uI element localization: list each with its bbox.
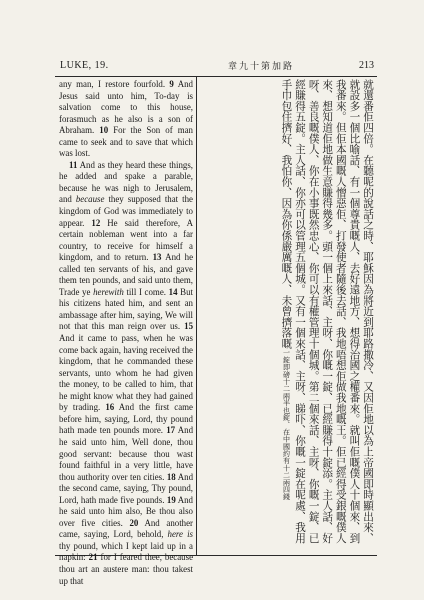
verse-number: 18 — [166, 471, 176, 482]
english-paragraph-1 — [59, 79, 193, 160]
verse-number: 17 — [166, 425, 176, 436]
verse-number: 13 — [152, 252, 162, 263]
verse-number: 21 — [88, 552, 98, 563]
text-run: thy pound, which I kept laid up in a napkin: — [59, 540, 193, 563]
text-run: And another came, saying, Lord, behold, — [59, 517, 193, 540]
header-rule — [55, 76, 377, 77]
text-run: And he said unto him also, Be thou also over five cities. — [59, 494, 193, 528]
english-text-column — [59, 79, 193, 587]
chinese-note: 一錠即磅十二兩半也 — [282, 349, 291, 414]
text-run: And he said unto him, Well done, thou good servant: because thou wast found faithful in a very little, have thou authority over ten cities. — [59, 425, 194, 482]
verse-number: 11 — [69, 159, 78, 170]
chinese-text-column — [200, 79, 374, 551]
chinese-text-line: 在聽呢的說話之時、耶穌因為將近到耶路撒冷、又因佢地以為上帝國即時顯出來、就設多一個比喻話、有一個尊貴嘅 — [348, 79, 374, 544]
verse-number: 20 — [129, 517, 139, 528]
chinese-gloss: 錠、在中國約有十二兩四錢 — [282, 413, 291, 501]
italic-text: herewith — [93, 286, 124, 297]
chinese-text-line: 人、去好遠地方、想得治國之權番來。就叫佢嘅僕人十個來、 — [348, 241, 361, 533]
english-paragraph-2 — [59, 160, 193, 587]
column-divider — [196, 76, 197, 555]
verse-number: 14 — [168, 286, 178, 297]
italic-text: because — [75, 194, 105, 205]
text-run: And it came to pass, when he was come back again, having received the kingdom, that he commanded these servants, unto whom he had given the money, to be called to him, that he might know what they had gained by trading. — [59, 333, 193, 413]
verse-number: 19 — [166, 494, 176, 505]
page-number: 213 — [359, 60, 374, 71]
chinese-text-line: 既然忠心、你可以有權管理十個城。第二個來話、主呀、你嘅一錠、已經賺得五錠。主人話、你亦可以管理五個城。又有 — [294, 79, 320, 544]
text-run: for I feared thee, because thou art an austere man: thou takest up that — [59, 552, 194, 586]
verse-number: 15 — [184, 321, 193, 332]
page-header — [52, 60, 372, 74]
text-run: For the Son of man came to seek and to save that which was lost. — [59, 125, 193, 159]
chinese-text-line: 受銀嘅僕人來、想知道佢地做生意賺得幾多。頭一個上來話、主呀、你嘅一錠、已經賺得十錠添。主人話、好呀、善良嘅僕人、你在小事 — [307, 79, 347, 544]
chinese-text-line: 一個來話、主呀、睇吓、你嘅一錠在呢處、我用手巾包住擠好、我怕你、因為你係嚴厲嘅人、未曾擠落嘅 — [280, 79, 307, 544]
text-run: And Jesus said unto him, To-day is salvation come to this house, forasmuch as he also is a son of Abraham. — [59, 79, 193, 136]
italic-text: here is — [167, 529, 193, 540]
text-run: And as they heard these things, he added and spake a parable, because he was nigh to Jerusalem, and — [59, 159, 193, 205]
text-run: And the second came, saying, Thy pound, Lord, hath made five pounds. — [59, 471, 194, 505]
text-run: He said therefore, A certain nobleman went into a far country, to receive for himself a kingdom, and to return. — [59, 217, 193, 263]
text-run: And he called ten servants of his, and gave them ten pounds, and said unto them, Trade ye — [59, 252, 194, 297]
verse-number: 9 — [169, 79, 174, 89]
verse-number: 10 — [99, 125, 109, 136]
text-run: And the first came before him, saying, Lord, thy pound hath made ten pounds more. — [59, 402, 193, 436]
chinese-chapter-title: 章九十第加路 — [228, 62, 295, 72]
chinese-text-line: 到我番來。但佢本國嘅人憎惡佢、打發使者隨後去話、我地唔想佢做我地嘅王。佢已經得 — [334, 79, 361, 544]
verse-number: 12 — [91, 217, 101, 228]
text-run: any man, I restore fourfold. — [59, 79, 170, 89]
verse-number: 16 — [105, 402, 115, 413]
text-run: they supposed that the kingdom of God was immediately to appear. — [59, 194, 193, 228]
text-run: But his citizens hated him, and sent an ambassage after him, saying, We will not that this man reign over us. — [59, 286, 194, 332]
book-chapter-label: LUKE, 19. — [60, 60, 109, 71]
chinese-text-line: 就還番佢四倍。 — [362, 79, 374, 155]
text-run: till I come. — [123, 286, 169, 297]
